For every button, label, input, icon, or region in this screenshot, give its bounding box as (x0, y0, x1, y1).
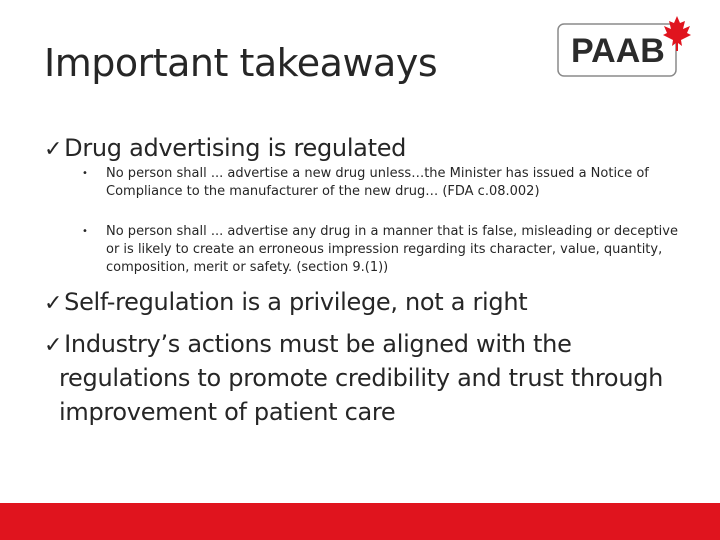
sub-bullet-line: Compliance to the manufacturer of the new drug… (FDA c.08.002) (106, 184, 540, 199)
takeaway-text: Drug advertising is regulated (64, 134, 407, 162)
sub-bullet-line: composition, merit or safety. (section 9.(1)) (106, 260, 389, 275)
takeaway-point-3-line-3: improvement of patient care (59, 398, 396, 426)
paab-logo (557, 14, 695, 78)
takeaway-point-3 (44, 330, 572, 358)
takeaway-point-1 (44, 134, 406, 162)
takeaway-text: Industry’s actions must be aligned with the (64, 330, 572, 358)
takeaway-point-3-line-2: regulations to promote credibility and trust through (59, 364, 664, 392)
checkmark-icon: ✓ (44, 333, 63, 358)
bullet-dot: • (82, 168, 88, 179)
logo-text: PAAB (571, 32, 665, 70)
takeaway-text: Self-regulation is a privilege, not a right (64, 288, 528, 316)
sub-bullet-line: No person shall ... advertise any drug in a manner that is false, misleading or deceptive (106, 224, 678, 239)
checkmark-icon: ✓ (44, 137, 63, 162)
takeaway-point-2 (44, 288, 527, 316)
sub-bullet-line: No person shall ... advertise a new drug unless…the Minister has issued a Notice of (106, 166, 649, 181)
slide-title: Important takeaways (44, 41, 438, 85)
footer-accent-bar (0, 503, 720, 540)
sub-bullet-line: or is likely to create an erroneous impression regarding its character, value, quantity, (106, 242, 663, 257)
checkmark-icon: ✓ (44, 291, 63, 316)
bullet-dot: • (82, 226, 88, 237)
